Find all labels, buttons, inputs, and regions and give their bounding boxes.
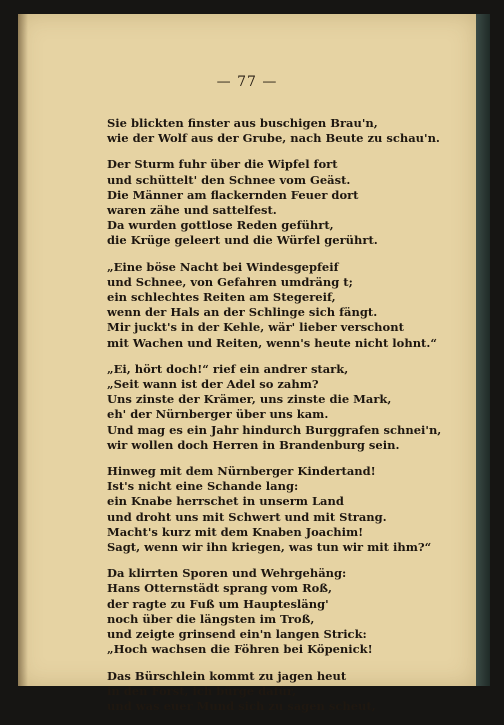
verse-line: Die Männer am flackernden Feuer dort xyxy=(107,187,359,202)
stanza xyxy=(107,361,442,453)
verse-line: und droht uns mit Schwert und mit Strang. xyxy=(107,509,387,524)
stanza xyxy=(107,464,432,555)
verse-line: Uns zinste der Krämer, uns zinste die Mark, xyxy=(107,392,392,407)
page-number: — 77 — xyxy=(216,74,278,90)
verse-line: Sie blickten finster aus buschigen Brau'n, xyxy=(107,116,378,130)
verse-line: „Hoch wachsen die Föhren bei Köpenick! xyxy=(107,642,373,657)
verse-line: und zeigte grinsend ein'n langen Strick: xyxy=(107,627,367,642)
verse-line: Da wurden gottlose Reden geführt, xyxy=(107,218,334,233)
stanza xyxy=(107,116,440,146)
verse-line: wie der Wolf aus der Grube, nach Beute zu schau'n. xyxy=(107,131,440,146)
verse-line: waren zähe und sattelfest. xyxy=(107,203,277,218)
book-cover-edge xyxy=(476,14,490,686)
verse-line: und Schnee, von Gefahren umdräng t; xyxy=(107,274,353,289)
verse-line: wir wollen doch Herren in Brandenburg sein. xyxy=(107,437,400,452)
verse-line: „Seit wann ist der Adel so zahm? xyxy=(107,377,319,392)
verse-line: Da klirrten Sporen und Wehrgehäng: xyxy=(107,566,347,581)
verse-line: Sagt, wenn wir ihn kriegen, was tun wir mit ihm?“ xyxy=(107,540,432,555)
verse-line: und schüttelt' den Schnee vom Geäst. xyxy=(107,172,351,187)
verse-line: „Ei, hört doch!“ rief ein andrer stark, xyxy=(107,361,349,376)
verse-line: Macht's kurz mit dem Knaben Joachim! xyxy=(107,524,364,539)
verse-line: Hinweg mit dem Nürnberger Kindertand! xyxy=(107,464,376,479)
verse-line: Der Sturm fuhr über die Wipfel fort xyxy=(107,157,338,172)
verse-line: ein schlechtes Reiten am Stegereif, xyxy=(107,290,336,305)
stanza xyxy=(107,259,437,351)
verse-line: ein Knabe herrschet in unserm Land xyxy=(107,494,344,509)
verse-line: Und mag es ein Jahr hindurch Burggrafen schnei'n, xyxy=(107,422,442,437)
stanza xyxy=(107,157,407,248)
page-gutter-shadow xyxy=(18,14,28,686)
verse-line: Das Bürschlein kommt zu jagen heut xyxy=(107,668,347,683)
verse-line: Mir juckt's in der Kehle, wär' lieber verschont xyxy=(107,320,404,335)
book-page xyxy=(18,14,476,713)
verse-line: mit Wachen und Reiten, wenn's heute nicht lohnt.“ xyxy=(107,335,437,350)
verse-line: wenn der Hals an der Schlinge sich fängt. xyxy=(107,305,378,320)
verse-line: Ist's nicht eine Schande lang: xyxy=(107,479,299,494)
verse-line: in den Forst, ich bürge dafür, xyxy=(107,683,297,698)
verse-line: noch über die längsten im Troß, xyxy=(107,611,315,626)
verse-line: Hans Otternstädt sprang vom Roß, xyxy=(107,581,333,596)
verse-line: der ragte zu Fuß um Hauptesläng' xyxy=(107,596,329,611)
verse-line: und was euer Mund sich zu sagen scheut, xyxy=(107,698,376,713)
poem-text xyxy=(107,116,442,725)
verse-line: „Eine böse Nacht bei Windesgepfeif xyxy=(107,259,339,274)
stanza xyxy=(107,669,407,715)
stanza xyxy=(107,566,407,657)
verse-line: eh' der Nürnberger über uns kam. xyxy=(107,407,329,422)
verse-line: die Krüge geleert und die Würfel gerührt. xyxy=(107,233,378,248)
